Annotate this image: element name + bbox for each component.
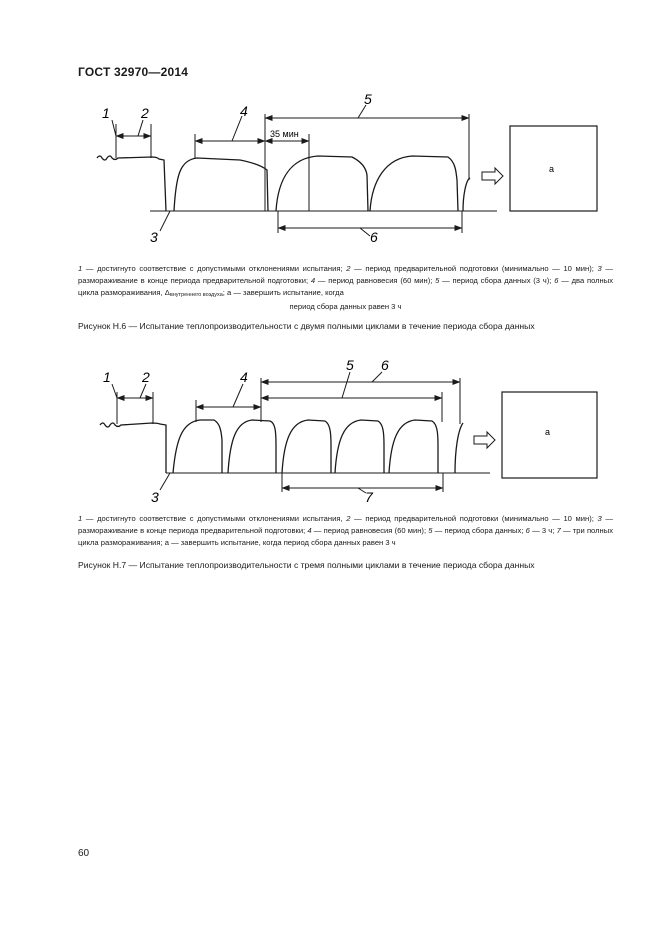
- box-label: a: [549, 164, 555, 174]
- label-5: 5: [346, 357, 354, 373]
- figure-h7-caption: Рисунок Н.7 — Испытание теплопроизводительности с тремя полными циклами в течение периода сбора данных: [78, 560, 535, 570]
- label-6: 6: [381, 357, 389, 373]
- final-curve: [455, 423, 463, 473]
- pre-conditioning-curve: [100, 423, 166, 473]
- cycle-5-curve: [389, 420, 438, 473]
- cycle-1-curve: [173, 420, 222, 473]
- figure-h6-caption: Рисунок Н.6 — Испытание теплопроизводительности с двумя полными циклами в течение периода сбора данных: [78, 321, 535, 331]
- label-6: 6: [370, 229, 378, 245]
- label-2: 2: [141, 105, 149, 121]
- cycle-3-curve: [282, 420, 331, 473]
- document-header: ГОСТ 32970—2014: [78, 65, 189, 79]
- box-label: a: [545, 427, 551, 437]
- cycle-4-curve: [335, 420, 384, 473]
- label-3: 3: [150, 229, 158, 245]
- label-3: 3: [151, 489, 159, 505]
- output-arrow-icon: [474, 432, 495, 448]
- figure-h6-legend: 1 — достигнуто соответствие с допустимыми отклонениями испытания; 2 — период предварительной подготовки (минимально — 10 мин); 3 — размораживание в конце периода предварительной подготовки; 4 — период равновесия (60 мин); 5 — период сбора данных (3 ч); 6 — два полных цикла размораживания, $\Delta_{внутреннего воздуха}$; а — завершить испытание, когда период сбора данных равен 3 ч: [78, 264, 614, 311]
- label-35-min: 35 мин: [270, 129, 299, 139]
- label-1: 1: [102, 105, 110, 121]
- label-5: 5: [364, 91, 372, 107]
- label-2: 2: [142, 369, 150, 385]
- figure-h7-legend: 1 — достигнуто соответствие с допустимыми отклонениями испытания, 2 — период предварительной подготовки (минимально — 10 мин); 3 — размораживание в конце периода предварительной подготовки; 4 — период равновесия (60 мин); 5 — период сбора данных; 6 — 3 ч; 7 — три полных цикла размораживания; а — завершить испытание, когда период сбора данных равен 3 ч: [78, 514, 613, 547]
- label-7: 7: [365, 489, 373, 505]
- label-4: 4: [240, 103, 248, 119]
- label-4: 4: [240, 369, 248, 385]
- page-number: 60: [78, 848, 90, 859]
- label-1: 1: [103, 369, 111, 385]
- cycle-2-curve: [228, 420, 276, 473]
